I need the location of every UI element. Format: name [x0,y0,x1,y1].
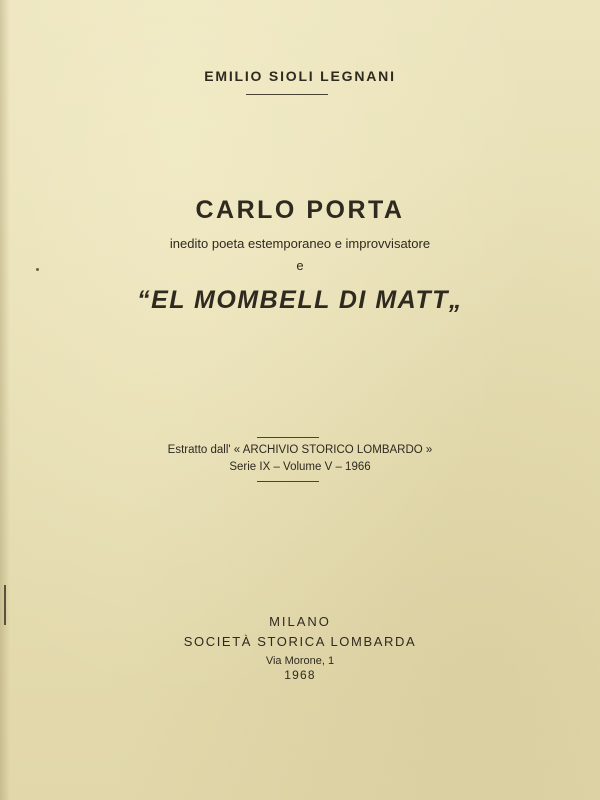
extract-bottom-rule [257,481,319,482]
work-title: “EL MOMBELL DI MATT„ [137,286,463,314]
publisher-name: SOCIETÀ STORICA LOMBARDA [183,634,417,649]
cover-subtitle: inedito poeta estemporaneo e improvvisatore [169,236,431,251]
extract-note: Estratto dall' « ARCHIVIO STORICO LOMBARDO » [167,444,433,456]
publication-year: 1968 [284,668,316,682]
author-name: EMILIO SIOLI LEGNANI [204,68,396,84]
publication-city: MILANO [269,614,331,629]
author-underline [246,94,328,95]
extract-top-rule [257,437,319,438]
series-volume-note: Serie IX – Volume V – 1966 [229,461,371,473]
title-conjunction: e [296,258,304,273]
cover-title: CARLO PORTA [195,196,405,224]
publisher-address: Via Morone, 1 [265,655,335,667]
